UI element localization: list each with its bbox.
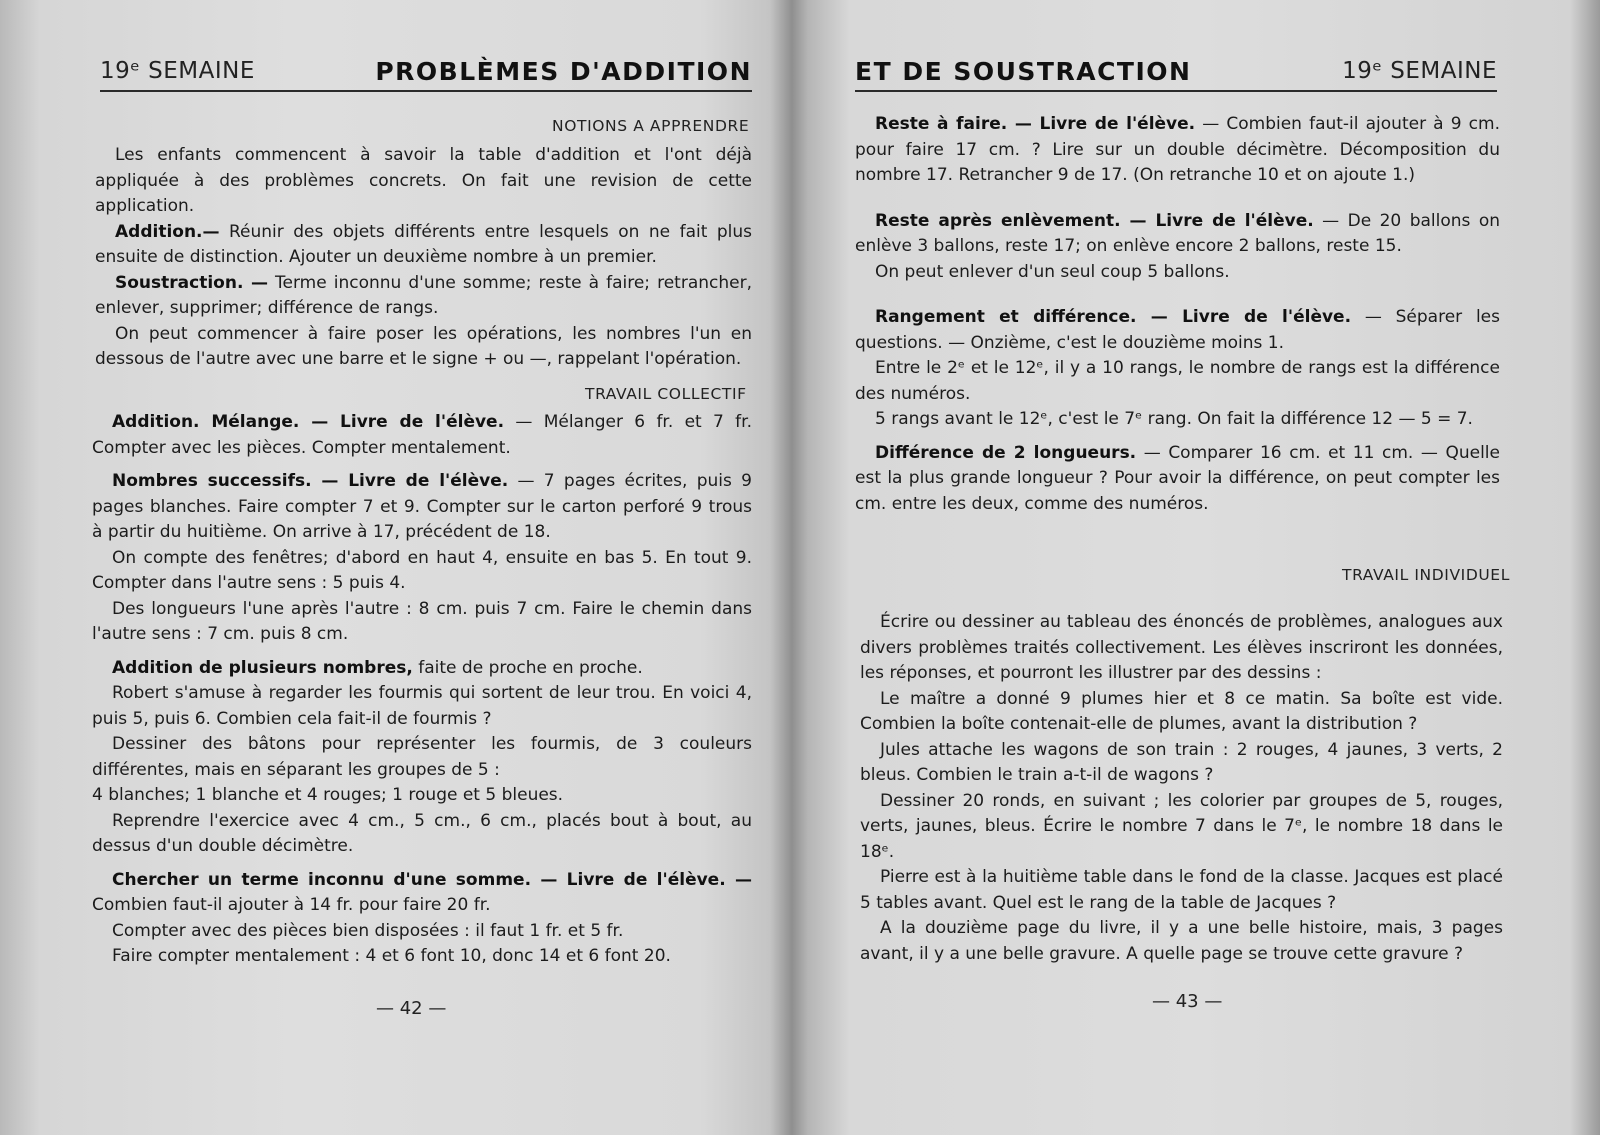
plusieurs-paragraph: Addition de plusieurs nombres, faite de proche en proche. [112,657,643,678]
enlevement-paragraph: Reste après enlèvement. — Livre de l'élève. — De 20 ballons on enlève 3 ballons, reste 17; on enlève encore 2 ballons, reste 15. [855,210,1501,256]
week-label: 19ᵉ SEMAINE [100,58,255,84]
melange-label: Addition. Mélange. — Livre de l'élève. [112,412,505,432]
plumes-problem: Le maître a donné 9 plumes hier et 8 ce matin. Sa boîte est vide. Combien la boîte contenait-elle de plumes, avant la distribution ? [860,688,1503,734]
enlevement-label: Reste après enlèvement. — Livre de l'élève. [875,210,1314,231]
left-page [0,0,795,1135]
couleurs-line: 4 blanches; 1 blanche et 4 rouges; 1 rouge et 5 bleues. [92,785,564,805]
seul-coup-paragraph: On peut enlever d'un seul coup 5 ballons. [875,261,1230,282]
successifs-paragraph: Nombres successifs. — Livre de l'élève. — 7 pages écrites, puis 9 pages blanches. Faire compter 7 et 9. Compter sur le carton perforé 9 trous à partir du huitième. On arrive à 17, précédent de 18. [92,471,752,542]
addition-label: Addition.— [115,221,220,242]
notions-section [95,143,752,373]
page-number: — 43 — [1152,991,1223,1012]
right-collectif-section [855,112,1500,517]
right-header [855,52,1497,92]
notions-intro: Les enfants commencent à savoir la table d'addition et l'ont déjà appliquée à des problèmes concrets. On fait une revision de cette application. [95,145,752,216]
terme-label: Chercher un terme inconnu d'une somme. — Livre de l'élève. — [112,869,752,890]
soustraction-label: Soustraction. — [115,272,268,293]
longueurs-paragraph: Différence de 2 longueurs. — Comparer 16 cm. et 11 cm. — Quelle est la plus grande longueur ? Pour avoir la différence, on peut compter les cm. entre les deux, comme des numéros. [855,442,1500,514]
individuel-intro: Écrire ou dessiner au tableau des énoncés de problèmes, analogues aux divers problèmes traités collectivement. Les élèves inscriront les données, les réponses, et pourront les illustrer par des dessins : [860,612,1503,683]
melange-paragraph: Addition. Mélange. — Livre de l'élève. — Mélanger 6 fr. et 7 fr. Compter avec les pièces. Compter mentalement. [92,412,752,458]
operations-paragraph: On peut commencer à faire poser les opérations, les nombres l'un en dessous de l'autre avec une barre et le signe + ou —, rappelant l'opération. [95,323,752,369]
plusieurs-label: Addition de plusieurs nombres, [112,657,413,678]
collectif-section [92,410,752,970]
cinq-rangs-paragraph: 5 rangs avant le 12ᵉ, c'est le 7ᵉ rang. On fait la différence 12 — 5 = 7. [875,409,1473,429]
longueurs-label: Différence de 2 longueurs. [875,442,1137,463]
page-title: PROBLÈMES D'ADDITION [375,57,752,86]
section-heading-notions: NOTIONS A APPRENDRE [552,117,750,135]
wagons-problem: Jules attache les wagons de son train : 2 rouges, 4 jaunes, 3 verts, 2 bleus. Combien le train a-t-il de wagons ? [860,739,1503,785]
gravure-problem: A la douzième page du livre, il y a une belle histoire, mais, 3 pages avant, il y a une belle gravure. A quelle page se trouve cette gravure ? [860,918,1503,964]
rangs-paragraph: Entre le 2ᵉ et le 12ᵉ, il y a 10 rangs, le nombre de rangs est la différence des numéros. [855,358,1500,404]
pieces-paragraph: Compter avec des pièces bien disposées : il faut 1 fr. et 5 fr. [112,920,624,941]
page-title: ET DE SOUSTRACTION [855,57,1192,86]
week-label: 19ᵉ SEMAINE [1342,58,1497,84]
soustraction-definition: Soustraction. — Terme inconnu d'une somme; reste à faire; retrancher, enlever, supprimer; différence de rangs. [95,272,752,318]
batons-paragraph: Dessiner des bâtons pour représenter les fourmis, de 3 couleurs différentes, mais en séparant les groupes de 5 : [92,734,752,780]
rangement-label: Rangement et différence. — Livre de l'élève. [875,307,1352,327]
successifs-label: Nombres successifs. — Livre de l'élève. [112,471,509,491]
section-heading-individuel: TRAVAIL INDIVIDUEL [1342,566,1510,584]
ronds-problem: Dessiner 20 ronds, en suivant ; les colorier par groupes de 5, rouges, verts, jaunes, bleus. Écrire le nombre 7 dans le 7ᵉ, le nombre 18 dans le 18ᵉ. [860,790,1503,862]
robert-paragraph: Robert s'amuse à regarder les fourmis qui sortent de leur trou. En voici 4, puis 5, puis 6. Combien cela fait-il de fourmis ? [92,683,752,729]
section-heading-collectif: TRAVAIL COLLECTIF [585,385,747,403]
fenetres-paragraph: On compte des fenêtres; d'abord en haut 4, ensuite en bas 5. En tout 9. Compter dans l'autre sens : 5 puis 4. [92,547,752,593]
right-page [800,0,1600,1135]
left-header [100,52,752,92]
mental-paragraph: Faire compter mentalement : 4 et 6 font 10, donc 14 et 6 font 20. [112,946,671,966]
reste-paragraph: Reste à faire. — Livre de l'élève. — Combien faut-il ajouter à 9 cm. pour faire 17 cm. ? Lire sur un double décimètre. Décomposition du nombre 17. Retrancher 9 de 17. (On retranche 10 et on ajoute 1.) [855,114,1500,185]
reprendre-paragraph: Reprendre l'exercice avec 4 cm., 5 cm., 6 cm., placés bout à bout, au dessus d'un double décimètre. [92,810,752,856]
terme-paragraph: Chercher un terme inconnu d'une somme. — Livre de l'élève. — Combien faut-il ajouter à 14 fr. pour faire 20 fr. [92,869,752,915]
table-problem: Pierre est à la huitième table dans le fond de la classe. Jacques est placé 5 tables avant. Quel est le rang de la table de Jacques ? [860,867,1503,913]
rangement-paragraph: Rangement et différence. — Livre de l'élève. — Séparer les questions. — Onzième, c'est le douzième moins 1. [855,307,1500,353]
addition-definition: Addition.— Réunir des objets différents entre lesquels on ne fait plus ensuite de distinction. Ajouter un deuxième nombre à un premier. [95,221,752,267]
individuel-section [860,610,1503,967]
longueurs-paragraph: Des longueurs l'une après l'autre : 8 cm. puis 7 cm. Faire le chemin dans l'autre sens : 7 cm. puis 8 cm. [92,598,752,644]
reste-label: Reste à faire. — Livre de l'élève. [875,114,1196,134]
page-number: — 42 — [376,998,447,1019]
